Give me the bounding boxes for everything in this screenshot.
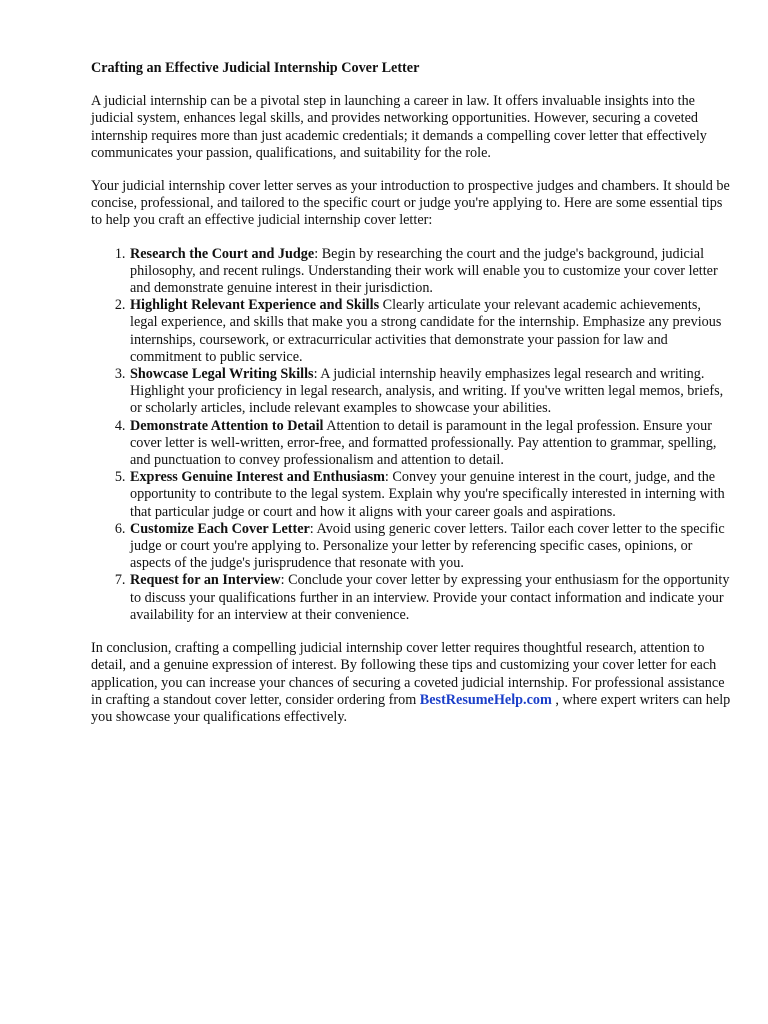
conclusion-paragraph xyxy=(91,640,731,726)
tip-separator: : xyxy=(313,366,321,383)
list-item xyxy=(129,297,731,366)
tip-body: A judicial internship heavily emphasizes legal research and writing. Highlight your proficiency in legal research, analysis, and writing. If you've written legal memos, briefs, or scholarly articles, include relevant examples to showcase your abilities. xyxy=(130,366,724,417)
tip-body: Begin by researching the court and the judge's background, judicial philosophy, and recent rulings. Understanding their work will enable you to customize your cover letter and demonstrate genuine interest in their jurisdiction. xyxy=(130,245,718,297)
tip-heading: Express Genuine Interest and Enthusiasm xyxy=(130,469,385,486)
tip-separator: : xyxy=(384,469,393,486)
tip-separator: : xyxy=(280,572,289,589)
tip-body: Conclude your cover letter by expressing your enthusiasm for the opportunity to discuss your qualifications further in an interview. Provide your contact information and indicate your availability for an interview at their convenience. xyxy=(130,572,730,623)
list-item xyxy=(129,521,731,573)
tip-separator: : xyxy=(314,245,322,262)
tip-separator: : xyxy=(309,520,317,537)
list-item xyxy=(129,246,731,298)
intro-paragraph-2: Your judicial internship cover letter serves as your introduction to prospective judges and chambers. It should be concise, professional, and tailored to the specific court or judge you're applying to. Here are some essential tips to help you craft an effective judicial internship cover letter: xyxy=(91,178,730,229)
tip-heading: Highlight Relevant Experience and Skills xyxy=(130,297,380,314)
conclusion-after-link: , where expert writers can help you showcase your qualifications effectively. xyxy=(91,691,731,725)
tip-heading: Customize Each Cover Letter xyxy=(130,520,310,537)
tip-heading: Demonstrate Attention to Detail xyxy=(130,417,324,434)
list-item xyxy=(129,366,731,418)
tips-list xyxy=(91,246,731,624)
tip-body: Convey your genuine interest in the court, judge, and the opportunity to contribute to the legal system. Explain why you're specifically interested in interning with that particular judge or court and how it aligns with your career goals and aspirations. xyxy=(130,469,725,520)
conclusion-text: In conclusion, crafting a compelling judicial internship cover letter requires thoughtful research, attention to detail, and a genuine expression of interest. By following these tips and customizing your cover letter for each application, you can increase your chances of securing a coveted judicial internship. For professional assistance in crafting a standout cover letter, consider ordering from xyxy=(91,640,725,708)
tip-body: Clearly articulate your relevant academic achievements, legal experience, and skills that make you a strong candidate for the internship. Emphasize any previous internships, coursework, or extracurricular activities that demonstrate your passion for law and commitment to public service. xyxy=(130,297,722,365)
tip-body: Avoid using generic cover letters. Tailor each cover letter to the specific judge or court you're applying to. Personalize your letter by referencing specific cases, opinions, or aspects of the judge's jurisprudence that resonate with you. xyxy=(130,520,725,572)
document-title: Crafting an Effective Judicial Internship Cover Letter xyxy=(91,60,420,76)
bestresumehelp-link[interactable]: BestResumeHelp.com xyxy=(419,691,552,708)
tip-heading: Research the Court and Judge xyxy=(130,245,315,262)
intro-paragraph-1: A judicial internship can be a pivotal step in launching a career in law. It offers invaluable insights into the judicial system, enhances legal skills, and provides networking opportunities. However, securing a coveted internship requires more than just academic credentials; it demands a compelling cover letter that effectively communicates your passion, qualifications, and suitability for the role. xyxy=(91,93,707,161)
list-item xyxy=(129,572,731,624)
tip-heading: Showcase Legal Writing Skills xyxy=(130,366,314,383)
document-body xyxy=(91,60,731,742)
tip-body: Attention to detail is paramount in the legal profession. Ensure your cover letter is well-written, error-free, and formatted professionally. Pay attention to grammar, spelling, and punctuation to convey professionalism and attention to detail. xyxy=(130,417,717,469)
list-item xyxy=(129,469,731,521)
list-item xyxy=(129,418,731,470)
tip-heading: Request for an Interview xyxy=(130,572,281,589)
